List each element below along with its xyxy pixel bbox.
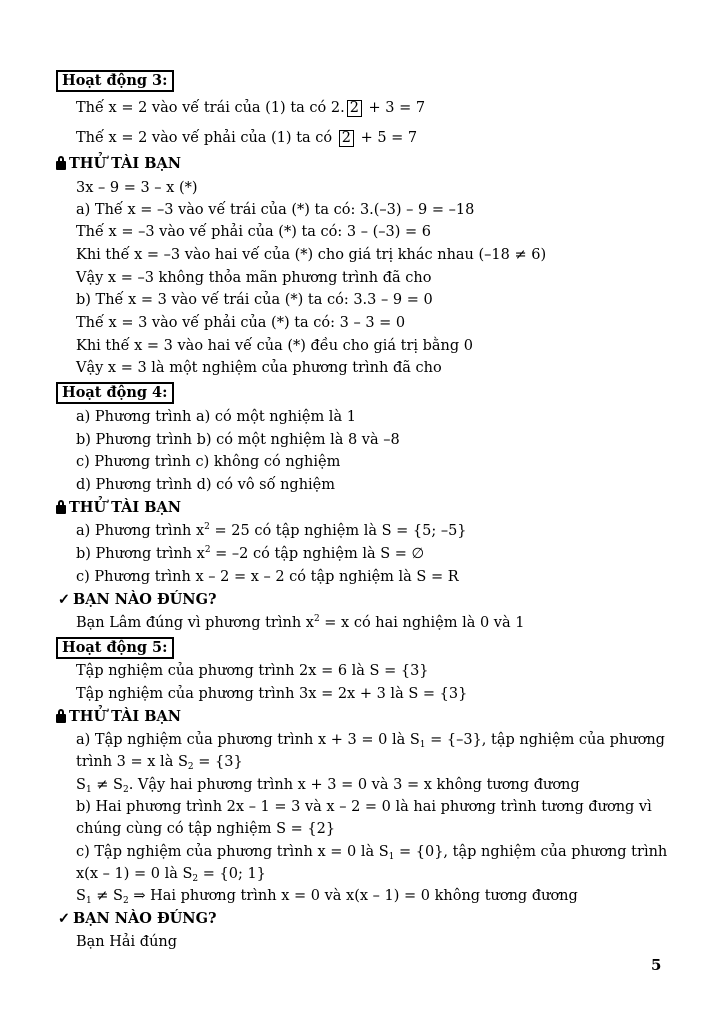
heading-text: THỬ TÀI BẠN — [69, 155, 182, 172]
text-line: trình 3 = x là $S_2 = \{3\}$ — [76, 754, 243, 772]
text-line: c) Phương trình x – 2 = x – 2 có tập nghiệm là S = R — [76, 569, 459, 585]
try-heading-1 — [56, 154, 181, 174]
section-heading-hoat-dong-4: Hoạt động 4: — [56, 382, 174, 404]
heading-text: THỬ TÀI BẠN — [69, 499, 182, 516]
text-line: c) Tập nghiệm của phương trình x = 0 là $S_1 = \{0\}$, tập nghiệm của phương trình — [76, 844, 668, 862]
text-line: $S_1 \ne S_2$. Vậy hai phương trình x + 3 = 0 và 3 = x không tương đương — [76, 777, 580, 795]
lock-icon — [56, 709, 66, 723]
text-line: a) Tập nghiệm của phương trình x + 3 = 0 là $S_1 = \{-3\}$, tập nghiệm của phương — [76, 732, 665, 750]
text-line — [76, 128, 417, 148]
text-line: $S_1 \ne S_2$ ⇒ Hai phương trình x = 0 và x(x – 1) = 0 không tương đương — [76, 888, 578, 906]
page-number: 5 — [651, 956, 662, 974]
text-line: b) Phương trình $x^2 = -2$ có tập nghiệm là S = ∅ — [76, 545, 425, 562]
who-heading-2 — [56, 909, 216, 929]
checkmark-icon: ✓ — [57, 591, 71, 608]
try-heading-2 — [56, 498, 181, 518]
text-line: Tập nghiệm của phương trình 2x = 6 là S = {3} — [76, 663, 429, 679]
lock-icon — [56, 156, 66, 170]
checkmark-icon: ✓ — [57, 910, 71, 927]
text-line: Tập nghiệm của phương trình 3x = 2x + 3 là S = {3} — [76, 686, 468, 702]
text-line: b) Thế x = 3 vào vế trái của (*) ta có: 3.3 – 9 = 0 — [76, 292, 433, 308]
text-line: Bạn Hải đúng — [76, 934, 178, 950]
text-line: a) Phương trình $x^2 = 25$ có tập nghiệm là S = {5; –5} — [76, 522, 467, 539]
text: Thế x = 2 vào vế trái của (1) ta có 2. — [76, 100, 345, 116]
text-line: a) Thế x = –3 vào vế trái của (*) ta có: 3.(–3) – 9 = –18 — [76, 202, 475, 218]
text-line: b) Phương trình b) có một nghiệm là 8 và –8 — [76, 432, 400, 448]
text: + 5 = 7 — [355, 130, 418, 146]
text-line — [76, 98, 425, 118]
text-line: Vậy x = 3 là một nghiệm của phương trình đã cho — [76, 360, 442, 376]
boxed-value: 2 — [347, 100, 362, 117]
text-line: 3x – 9 = 3 – x (*) — [76, 180, 198, 196]
heading-text: BẠN NÀO ĐÚNG? — [73, 591, 217, 608]
text-line: x(x – 1) = 0 là $S_2 = \{0$; 1} — [76, 866, 266, 884]
text: Thế x = 2 vào vế phải của (1) ta có — [76, 130, 337, 146]
text-line: a) Phương trình a) có một nghiệm là 1 — [76, 409, 356, 425]
boxed-value: 2 — [339, 130, 354, 147]
section-heading-hoat-dong-5: Hoạt động 5: — [56, 637, 174, 659]
text-line: Khi thế x = 3 vào hai vế của (*) đều cho giá trị bằng 0 — [76, 338, 474, 354]
text-line: Thế x = 3 vào vế phải của (*) ta có: 3 – 3 = 0 — [76, 315, 406, 331]
text-line: d) Phương trình d) có vô số nghiệm — [76, 477, 336, 493]
who-heading-1 — [56, 590, 216, 610]
text-line: Khi thế x = –3 vào hai vế của (*) cho giá trị khác nhau (–18 ≠ 6) — [76, 247, 547, 263]
text-line: chúng cùng có tập nghiệm S = {2} — [76, 821, 336, 837]
text-line: Bạn Lâm đúng vì phương trình $x^2 = x$ có hai nghiệm là 0 và 1 — [76, 614, 525, 631]
heading-text: BẠN NÀO ĐÚNG? — [73, 910, 217, 927]
text-line: Thế x = –3 vào vế phải của (*) ta có: 3 – (–3) = 6 — [76, 224, 431, 240]
lock-icon — [56, 500, 66, 514]
heading-text: THỬ TÀI BẠN — [69, 708, 182, 725]
text-line: Vậy x = –3 không thỏa mãn phương trình đã cho — [76, 270, 432, 286]
text-line: c) Phương trình c) không có nghiệm — [76, 454, 341, 470]
text: + 3 = 7 — [363, 100, 426, 116]
try-heading-3 — [56, 707, 181, 727]
text-line: b) Hai phương trình 2x – 1 = 3 và x – 2 = 0 là hai phương trình tương đương vì — [76, 799, 652, 815]
section-heading-hoat-dong-3: Hoạt động 3: — [56, 70, 174, 92]
